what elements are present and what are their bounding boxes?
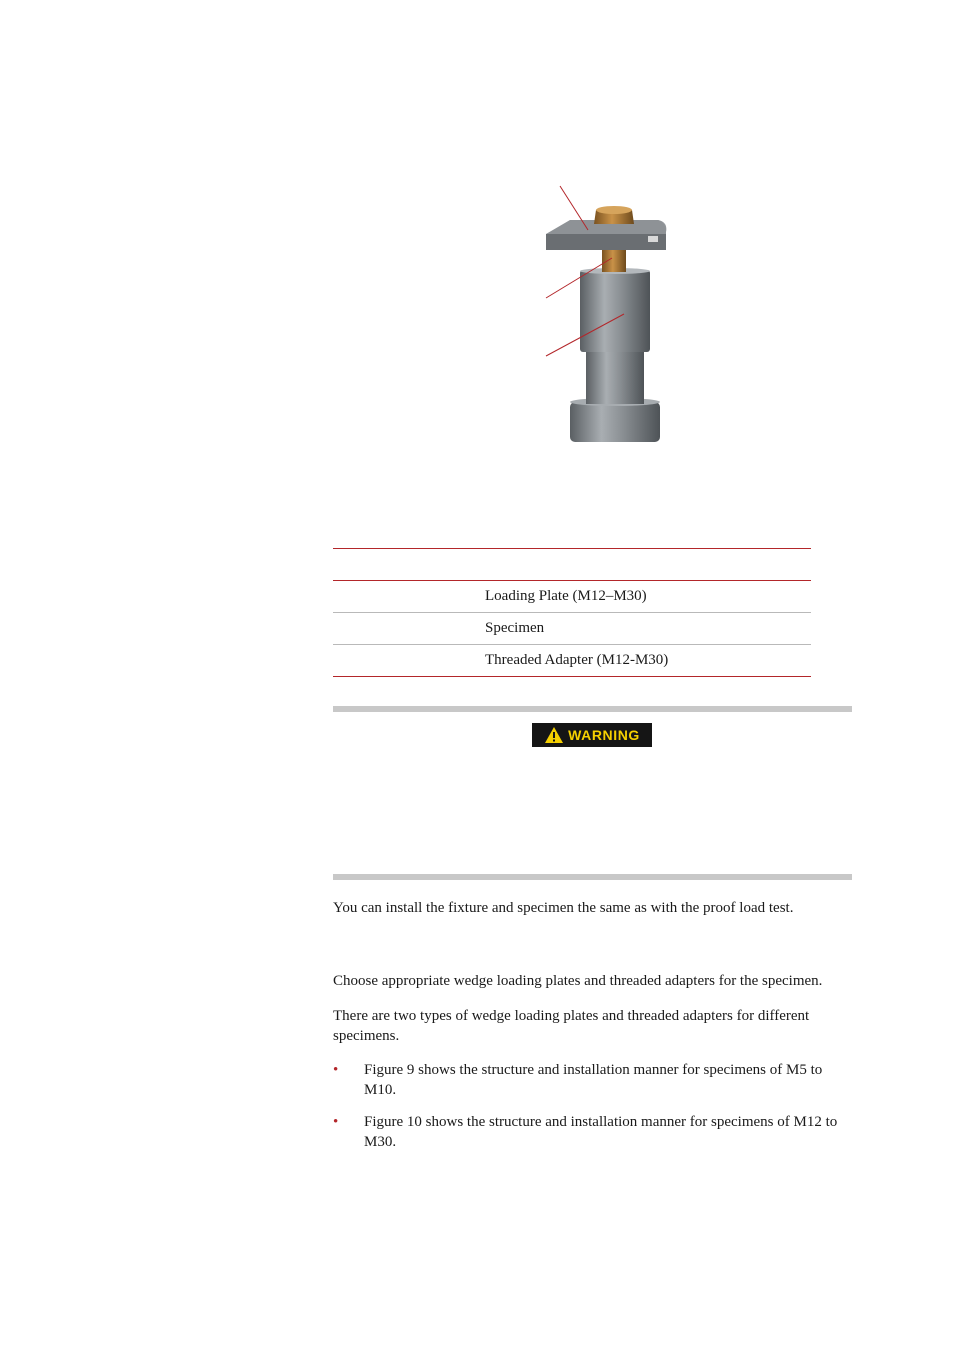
- warning-bottom-bar: [333, 874, 852, 880]
- list-item-text: Figure 9 shows the structure and installation manner for specimens of M5 to M10.: [364, 1062, 823, 1098]
- table-row: [333, 581, 811, 613]
- table-cell-num: [333, 613, 485, 645]
- list-item: [333, 1113, 855, 1152]
- warning-triangle-icon: [544, 726, 564, 744]
- list-item: [333, 1061, 855, 1100]
- warning-label: [532, 723, 652, 747]
- paragraph-types: There are two types of wedge loading plates and threaded adapters for different specimens.: [333, 1008, 810, 1044]
- table-cell-part: Loading Plate (M12–M30): [485, 581, 811, 613]
- table-header-row: [333, 549, 811, 581]
- list-item-text: Figure 10 shows the structure and installation manner for specimens of M12 to M30.: [364, 1114, 838, 1150]
- warning-top-bar: [333, 706, 852, 712]
- table-header-num: [333, 549, 485, 581]
- table-header-part: [485, 549, 811, 581]
- parts-table: [333, 548, 811, 677]
- table-cell-part: Threaded Adapter (M12-M30): [485, 645, 811, 677]
- table-cell-part: Specimen: [485, 613, 811, 645]
- table-cell-num: [333, 581, 485, 613]
- paragraph-choose: Choose appropriate wedge loading plates and threaded adapters for the specimen.: [333, 973, 823, 989]
- table-row: [333, 613, 811, 645]
- bullet-icon: •: [333, 1062, 339, 1078]
- paragraph-install: You can install the fixture and specimen the same as with the proof load test.: [333, 900, 794, 916]
- fixture-assembly-image: [538, 180, 678, 452]
- table-cell-num: [333, 645, 485, 677]
- bullet-icon: •: [333, 1114, 339, 1130]
- warning-text: WARNING: [568, 727, 640, 743]
- table-row: [333, 645, 811, 677]
